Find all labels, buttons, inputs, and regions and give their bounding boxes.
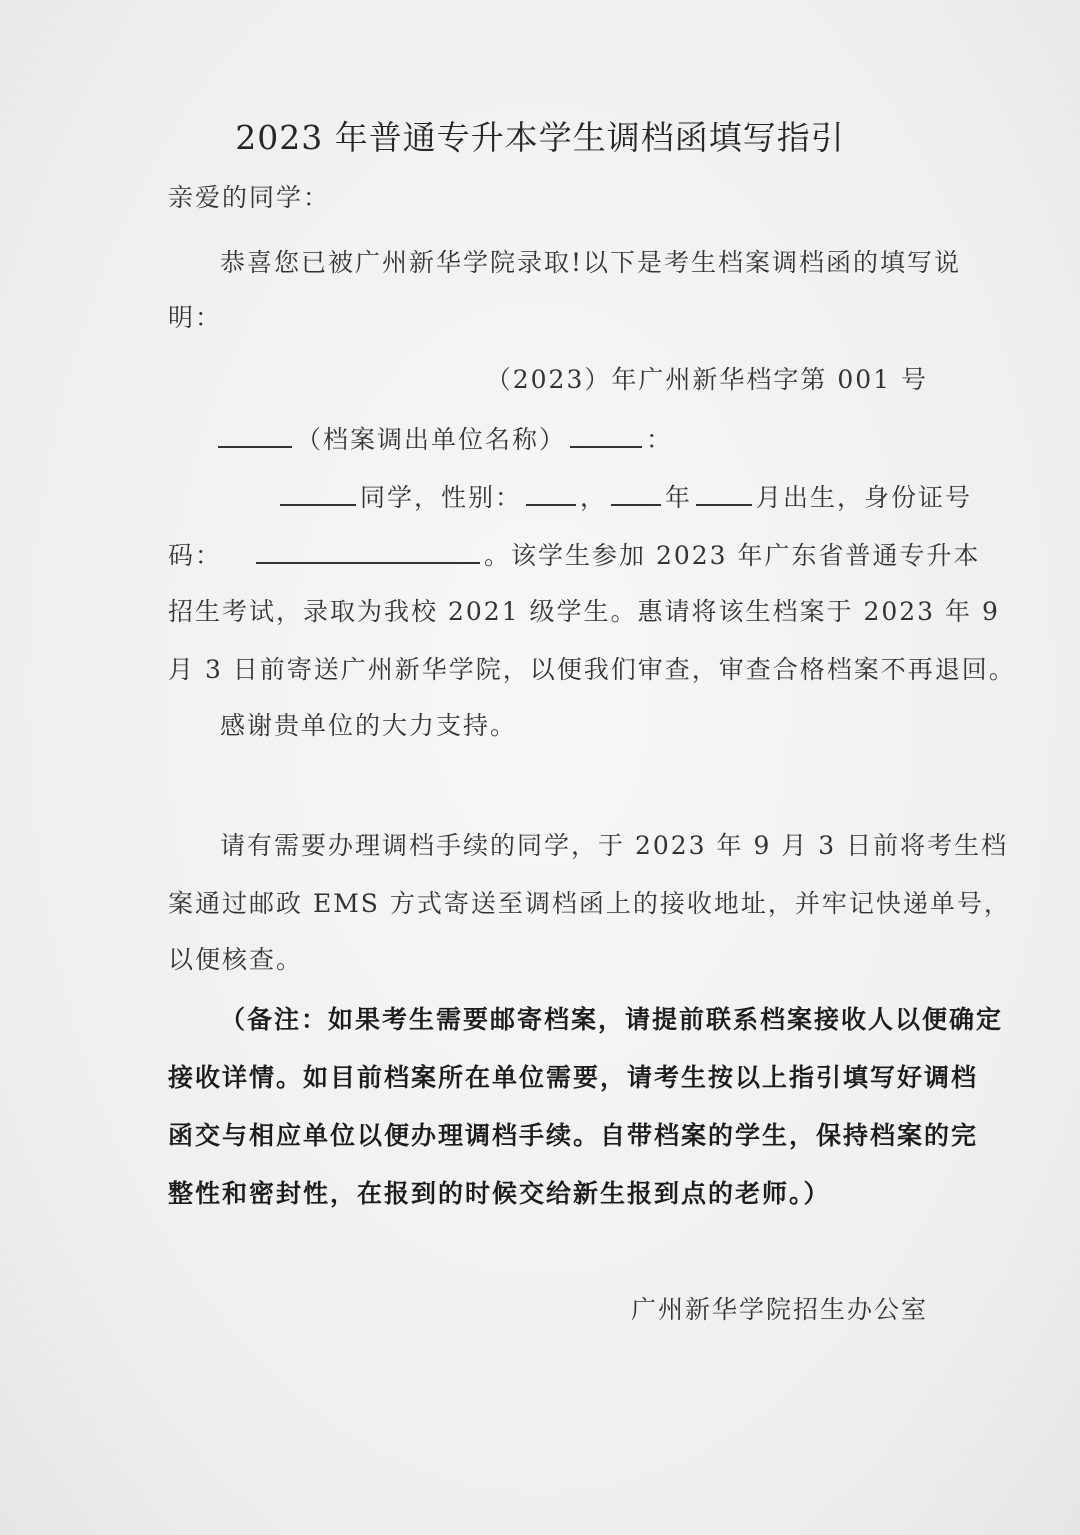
year-label: 年 <box>665 483 693 512</box>
letter-body-2: 招生考试，录取为我校 2021 级学生。惠请将该生档案于 2023 年 9 <box>168 597 1000 626</box>
month-label: 月出生，身份证号 <box>756 483 973 512</box>
unit-blank-after <box>570 420 642 448</box>
name-blank <box>280 478 356 506</box>
instructions-line-3: 以便核查。 <box>168 945 304 974</box>
birth-month-blank <box>696 478 752 506</box>
gender-blank <box>526 478 576 506</box>
unit-label: （档案调出单位名称） <box>296 425 567 454</box>
letter-number: （2023）年广州新华档字第 001 号 <box>485 365 928 394</box>
student-label: 同学，性别： <box>360 483 523 512</box>
id-line <box>168 536 981 574</box>
intro-line-2: 明： <box>168 303 223 332</box>
letter-thanks: 感谢贵单位的大力支持。 <box>220 711 518 740</box>
unit-colon: ： <box>646 425 674 454</box>
intro-line-1: 恭喜您已被广州新华学院录取!以下是考生档案调档函的填写说 <box>220 248 962 277</box>
note-line-4: 整性和密封性，在报到的时候交给新生报到点的老师。） <box>168 1179 831 1208</box>
note-line-3: 函交与相应单位以便办理调档手续。自带档案的学生，保持档案的完 <box>168 1121 979 1150</box>
signature: 广州新华学院招生办公室 <box>630 1295 928 1324</box>
unit-blank-before <box>218 420 292 448</box>
instructions-line-1: 请有需要办理调档手续的同学，于 2023 年 9 月 3 日前将考生档 <box>220 831 1009 860</box>
letter-body-1: 。该学生参加 2023 年广东省普通专升本 <box>484 541 981 570</box>
note-line-2: 接收详情。如目前档案所在单位需要，请考生按以上指引填写好调档 <box>168 1063 979 1092</box>
comma: ， <box>580 483 608 512</box>
id-label: 码： <box>168 541 223 570</box>
instructions-line-2: 案通过邮政 EMS 方式寄送至调档函上的接收地址，并牢记快递单号， <box>168 889 1011 918</box>
birth-year-blank <box>611 478 661 506</box>
id-number-blank <box>256 536 480 564</box>
document-title: 2023 年普通专升本学生调档函填写指引 <box>235 118 845 157</box>
letter-body-3: 月 3 日前寄送广州新华学院，以便我们审查，审查合格档案不再退回。 <box>168 655 1016 684</box>
greeting: 亲爱的同学： <box>168 183 331 212</box>
note-line-1: （备注：如果考生需要邮寄档案，请提前联系档案接收人以便确定 <box>220 1005 1004 1034</box>
unit-line <box>218 420 980 458</box>
student-line <box>280 478 1042 516</box>
